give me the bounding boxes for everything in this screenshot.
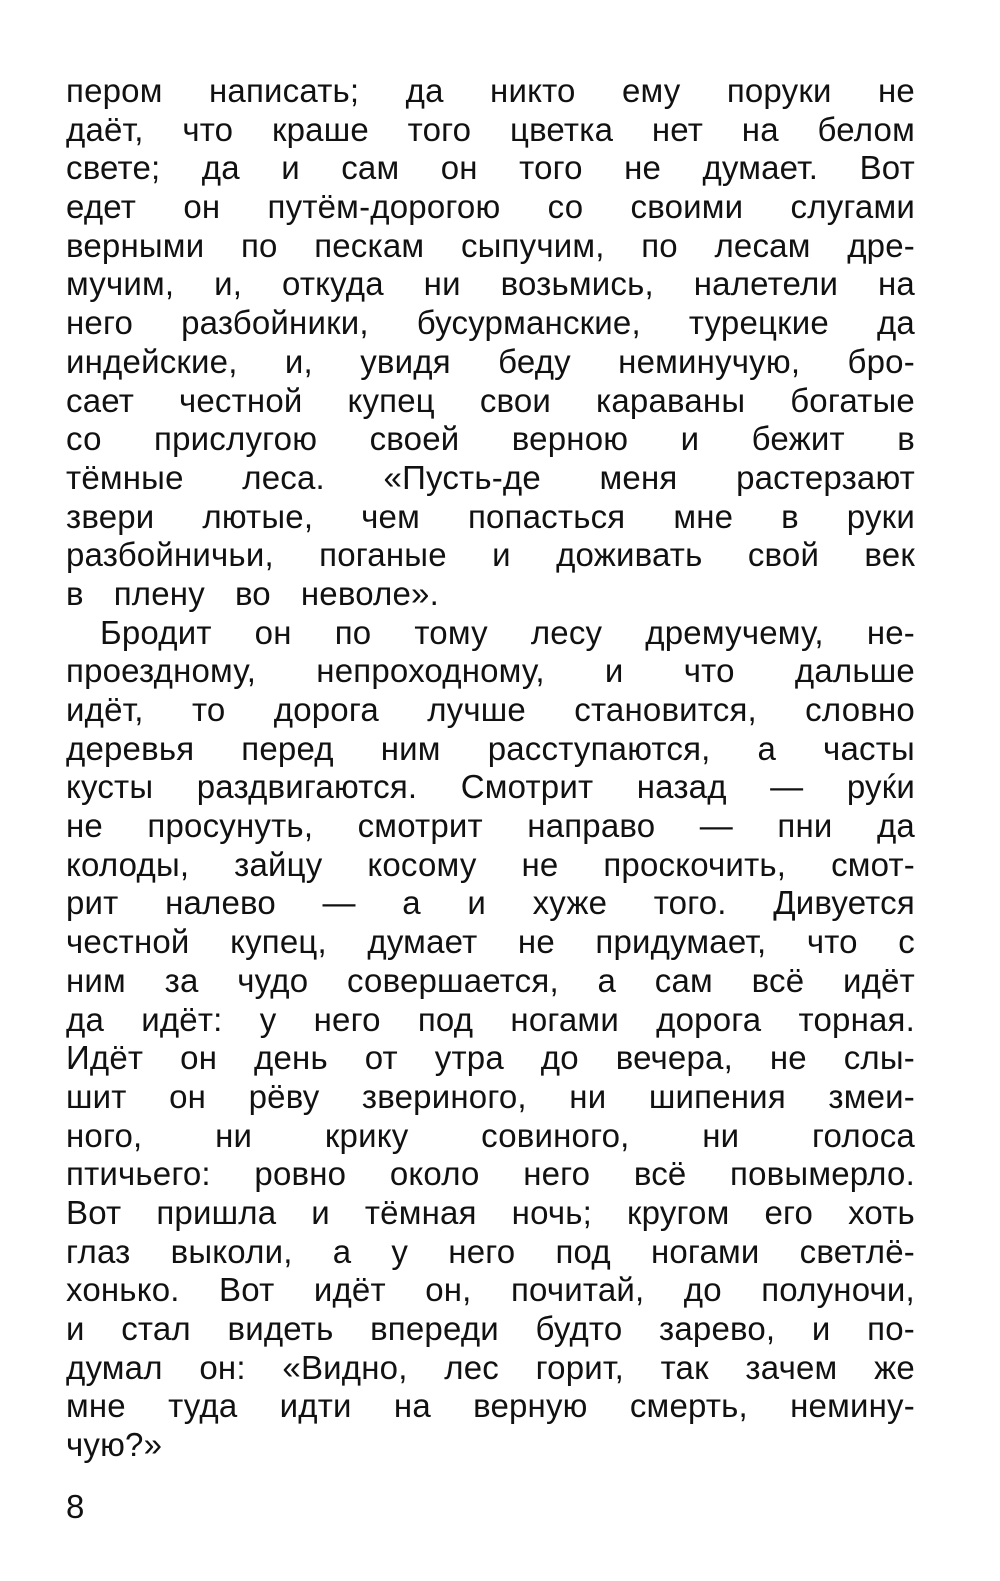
word: видеть [227,1310,334,1347]
text-line [66,575,915,614]
word: колоды, [66,845,190,883]
word: всё [633,1155,687,1193]
word: ни [215,1116,253,1154]
word: доживать [556,536,703,574]
word: лучше [427,691,526,728]
word: не [877,72,915,109]
word: он [180,1039,218,1077]
text-line [66,652,915,691]
word: голоса [812,1116,915,1154]
word: откуда [282,265,384,303]
word: в [781,497,799,535]
word: до [540,1039,579,1077]
word: чудо [237,961,309,999]
word: да [66,1000,105,1038]
word: честной [66,923,190,961]
word: сает [66,381,135,419]
word: на [741,110,779,148]
word: «Пусть-де [383,458,541,496]
word: да [201,149,240,187]
word: идёт [842,961,915,999]
word: он [169,1077,207,1115]
word: просунуть, [147,807,314,845]
word: так [660,1348,709,1386]
word: он [183,188,221,226]
word: не [521,845,559,883]
word: идти [279,1387,352,1425]
word: идёт [313,1271,386,1309]
word: зарево, [659,1310,776,1347]
word: возьмись, [500,265,654,303]
text-line [66,536,915,575]
word: направо [527,807,656,845]
word: у [391,1232,409,1270]
text-line [66,1194,915,1233]
word: зачем [745,1348,838,1386]
word: он [254,613,292,651]
word: Дивуется [773,884,915,922]
word: дремучему, [645,613,824,651]
word: будто [535,1310,623,1347]
word: едет [66,188,137,226]
text-line [66,1155,915,1194]
word: бусурманские, [416,304,641,342]
word: непроходному, [316,652,545,690]
text-line [66,498,915,537]
word: руќи [846,768,915,806]
word: никто [490,72,576,109]
word: своей [369,420,460,458]
word: в [897,420,915,458]
body-text [66,72,915,1465]
text-line [66,1001,915,1040]
word: что [182,110,234,148]
page-number: 8 [66,1488,85,1525]
word: тёмная [364,1193,477,1231]
word: зайцу [234,845,323,883]
word: хуже [532,884,608,922]
word: богатые [790,381,915,419]
word: неволе». [300,574,439,612]
text-line [66,1233,915,1272]
word: его [764,1193,814,1231]
text-line [66,846,915,885]
word: ним [66,961,126,999]
word: Вот [66,1193,122,1231]
text-line [66,923,915,962]
word: то [191,691,226,728]
text-line [66,1426,915,1465]
word: в [66,574,84,612]
word: придумает, [595,923,767,961]
word: того [519,149,583,187]
word: него [66,304,134,342]
word: слы- [843,1039,915,1077]
word: назад [636,768,727,806]
word: что [683,652,735,690]
word: и, [284,342,313,380]
word: него [523,1155,591,1193]
word: чую?» [66,1426,163,1464]
text-line [66,420,915,459]
text-line [66,1349,915,1388]
word: и [492,536,511,574]
word: да [876,807,915,845]
word: пескам [314,226,425,264]
word: раздвигаются. [196,768,418,806]
word: думает [367,923,478,961]
word: не [624,149,662,187]
word: Смотрит [460,768,594,806]
word: дальше [794,652,915,690]
word: даёт, [66,110,144,148]
word: цветка [509,110,614,148]
word: светлё- [799,1232,915,1270]
word: не- [866,613,915,651]
word: купец [347,381,435,419]
word: него [313,1000,381,1038]
word: лесу [530,613,603,651]
word: и [604,652,624,690]
word: дорога [656,1000,762,1038]
word: честной [178,381,303,419]
word: шит [66,1077,127,1115]
word: он, [425,1271,472,1309]
word: вечера, [615,1039,733,1077]
word: мучим, [66,265,175,303]
text-line [66,343,915,382]
word: купец, [230,923,327,961]
word: ни [423,265,461,303]
word: день [254,1039,328,1077]
text-line [66,1310,915,1349]
word: увидя [360,342,451,380]
word: и [66,1310,85,1347]
word: индейские, [66,342,238,380]
word: сам [654,961,713,999]
word: до [683,1271,722,1309]
text-line [66,382,915,421]
word: полуночи, [761,1271,915,1309]
word: него [448,1232,516,1270]
word: на [877,265,915,303]
word: не [517,923,555,961]
word: написать; [208,72,360,109]
word: с [898,923,915,961]
word: смотрит [357,807,483,845]
text-line [66,1387,915,1426]
text-line [66,962,915,1001]
text-line [66,265,915,304]
word: налетели [693,265,839,303]
word: леса. [242,458,325,496]
word: птичьего: [66,1155,211,1193]
word: по [240,226,278,264]
word: — [322,884,356,922]
word: идёт, [66,691,144,728]
word: горит, [535,1348,624,1386]
word: путём-дорогою [267,188,501,226]
word: меня [599,458,678,496]
text-line [66,730,915,769]
word: и [281,149,300,187]
word: проездному, [66,652,257,690]
word: — [699,807,733,845]
word: Идёт [66,1039,144,1077]
word: расступаются, [487,729,711,767]
word: сыпучим, [460,226,605,264]
text-line [66,459,915,498]
word: сам [341,149,400,187]
text-line [66,691,915,730]
word: совиного, [481,1116,630,1154]
word: звери [66,497,155,535]
word: краше [271,110,369,148]
word: нет [651,110,704,148]
word: прислугою [154,420,318,458]
word: змеи- [828,1077,915,1115]
word: турецкие [688,304,829,342]
word: дорога [273,691,379,728]
word: около [389,1155,480,1193]
word: верными [66,226,205,264]
word: со [547,188,584,226]
word: по [334,613,372,651]
word: пером [66,72,163,109]
word: мне [673,497,734,535]
word: лес [444,1348,499,1386]
word: не [769,1039,807,1077]
word: что [806,923,858,961]
word: кусты [66,768,154,806]
word: а [597,961,617,999]
word: по [641,226,678,264]
word: смерть, [629,1387,748,1425]
word: свой [747,536,820,574]
word: пришла [156,1193,277,1231]
word: а [332,1232,352,1270]
word: мне [66,1387,126,1425]
word: по- [867,1310,915,1347]
word: за [164,961,199,999]
word: и, [214,265,243,303]
word: со [66,420,102,458]
word: поруки [726,72,832,109]
word: дре- [847,226,915,264]
word: глаз [66,1232,131,1270]
word: на [393,1387,431,1425]
word: у [259,1000,277,1038]
word: да [405,72,444,109]
word: да [876,304,915,342]
word: выколи, [170,1232,293,1270]
word: часты [823,729,915,767]
word: тёмные [66,458,184,496]
word: ного, [66,1116,143,1154]
word: рит [66,884,119,922]
text-line [66,72,915,111]
text-line [66,614,915,653]
word: же [874,1348,915,1386]
word: идёт: [141,1000,223,1038]
word: ни [702,1116,740,1154]
word: «Видно, [282,1348,408,1386]
word: хонько. [66,1271,180,1309]
word: разбойники, [181,304,369,342]
word: Вот [859,149,915,187]
word: руки [846,497,915,535]
word: почитай, [510,1271,645,1309]
word: под [417,1000,474,1038]
word: ровно [254,1155,347,1193]
text-line [66,227,915,266]
word: немину- [790,1387,915,1425]
word: всё [751,961,805,999]
word: и [680,420,700,458]
word: словно [805,691,915,728]
text-line [66,884,915,923]
word: своими [630,188,744,226]
word: и [467,884,487,922]
word: пни [777,807,833,845]
word: того. [653,884,727,922]
word: не [66,807,103,845]
word: хоть [848,1193,915,1231]
word: и [811,1310,831,1347]
word: ночь; [511,1193,593,1231]
word: караваны [595,381,746,419]
word: звериного, [361,1077,527,1115]
text-line [66,1078,915,1117]
word: неминучую, [618,342,801,380]
word: смот- [831,845,915,883]
word: слугами [790,188,915,226]
text-line [66,149,915,188]
word: проскочить, [603,845,787,883]
word: совершается, [346,961,559,999]
word: он: [199,1348,246,1386]
word: туда [168,1387,238,1425]
word: чем [361,497,420,535]
word: лютые, [202,497,314,535]
word: Бродит [100,613,212,651]
word: свете; [66,149,161,187]
word: думает. [702,149,819,187]
word: и [311,1193,330,1231]
word: верную [473,1387,588,1425]
word: перед [241,729,334,767]
word: повымерло. [730,1155,915,1193]
word: — [770,768,804,806]
word: а [402,884,421,922]
word: утра [434,1039,504,1077]
word: деревья [66,729,195,767]
text-line [66,304,915,343]
text-line [66,1039,915,1078]
word: разбойничьи, [66,536,274,574]
text-line [66,768,915,807]
text-line [66,111,915,150]
word: стал [121,1310,191,1347]
text-line [66,1117,915,1156]
word: ним [380,729,441,767]
word: косому [367,845,477,883]
word: от [364,1039,398,1077]
word: того [407,110,472,148]
word: кругом [627,1193,730,1231]
word: Вот [219,1271,275,1309]
word: ни [569,1077,607,1115]
word: думал [66,1348,163,1386]
word: верною [511,420,629,458]
word: беду [498,342,571,380]
word: ногами [650,1232,760,1270]
word: он [440,149,478,187]
word: свои [479,381,552,419]
word: тому [414,613,488,651]
word: под [555,1232,611,1270]
text-line [66,807,915,846]
text-line [66,188,915,227]
word: растерзают [736,458,915,496]
text-line [66,1271,915,1310]
word: шипения [648,1077,786,1115]
word: поганые [319,536,447,574]
word: ногами [510,1000,619,1038]
word: крику [324,1116,409,1154]
word: торная. [798,1000,915,1038]
word: попасться [467,497,626,535]
word: впереди [370,1310,499,1347]
word: а [757,729,777,767]
word: век [864,536,915,574]
word: бежит [751,420,845,458]
word: ему [621,72,681,109]
word: рёву [248,1077,320,1115]
word: белом [817,110,915,148]
word: бро- [847,342,915,380]
word: становится, [574,691,757,728]
word: во [234,574,271,612]
word: лесам [714,226,811,264]
word: налево [165,884,276,922]
word: плену [113,574,205,612]
